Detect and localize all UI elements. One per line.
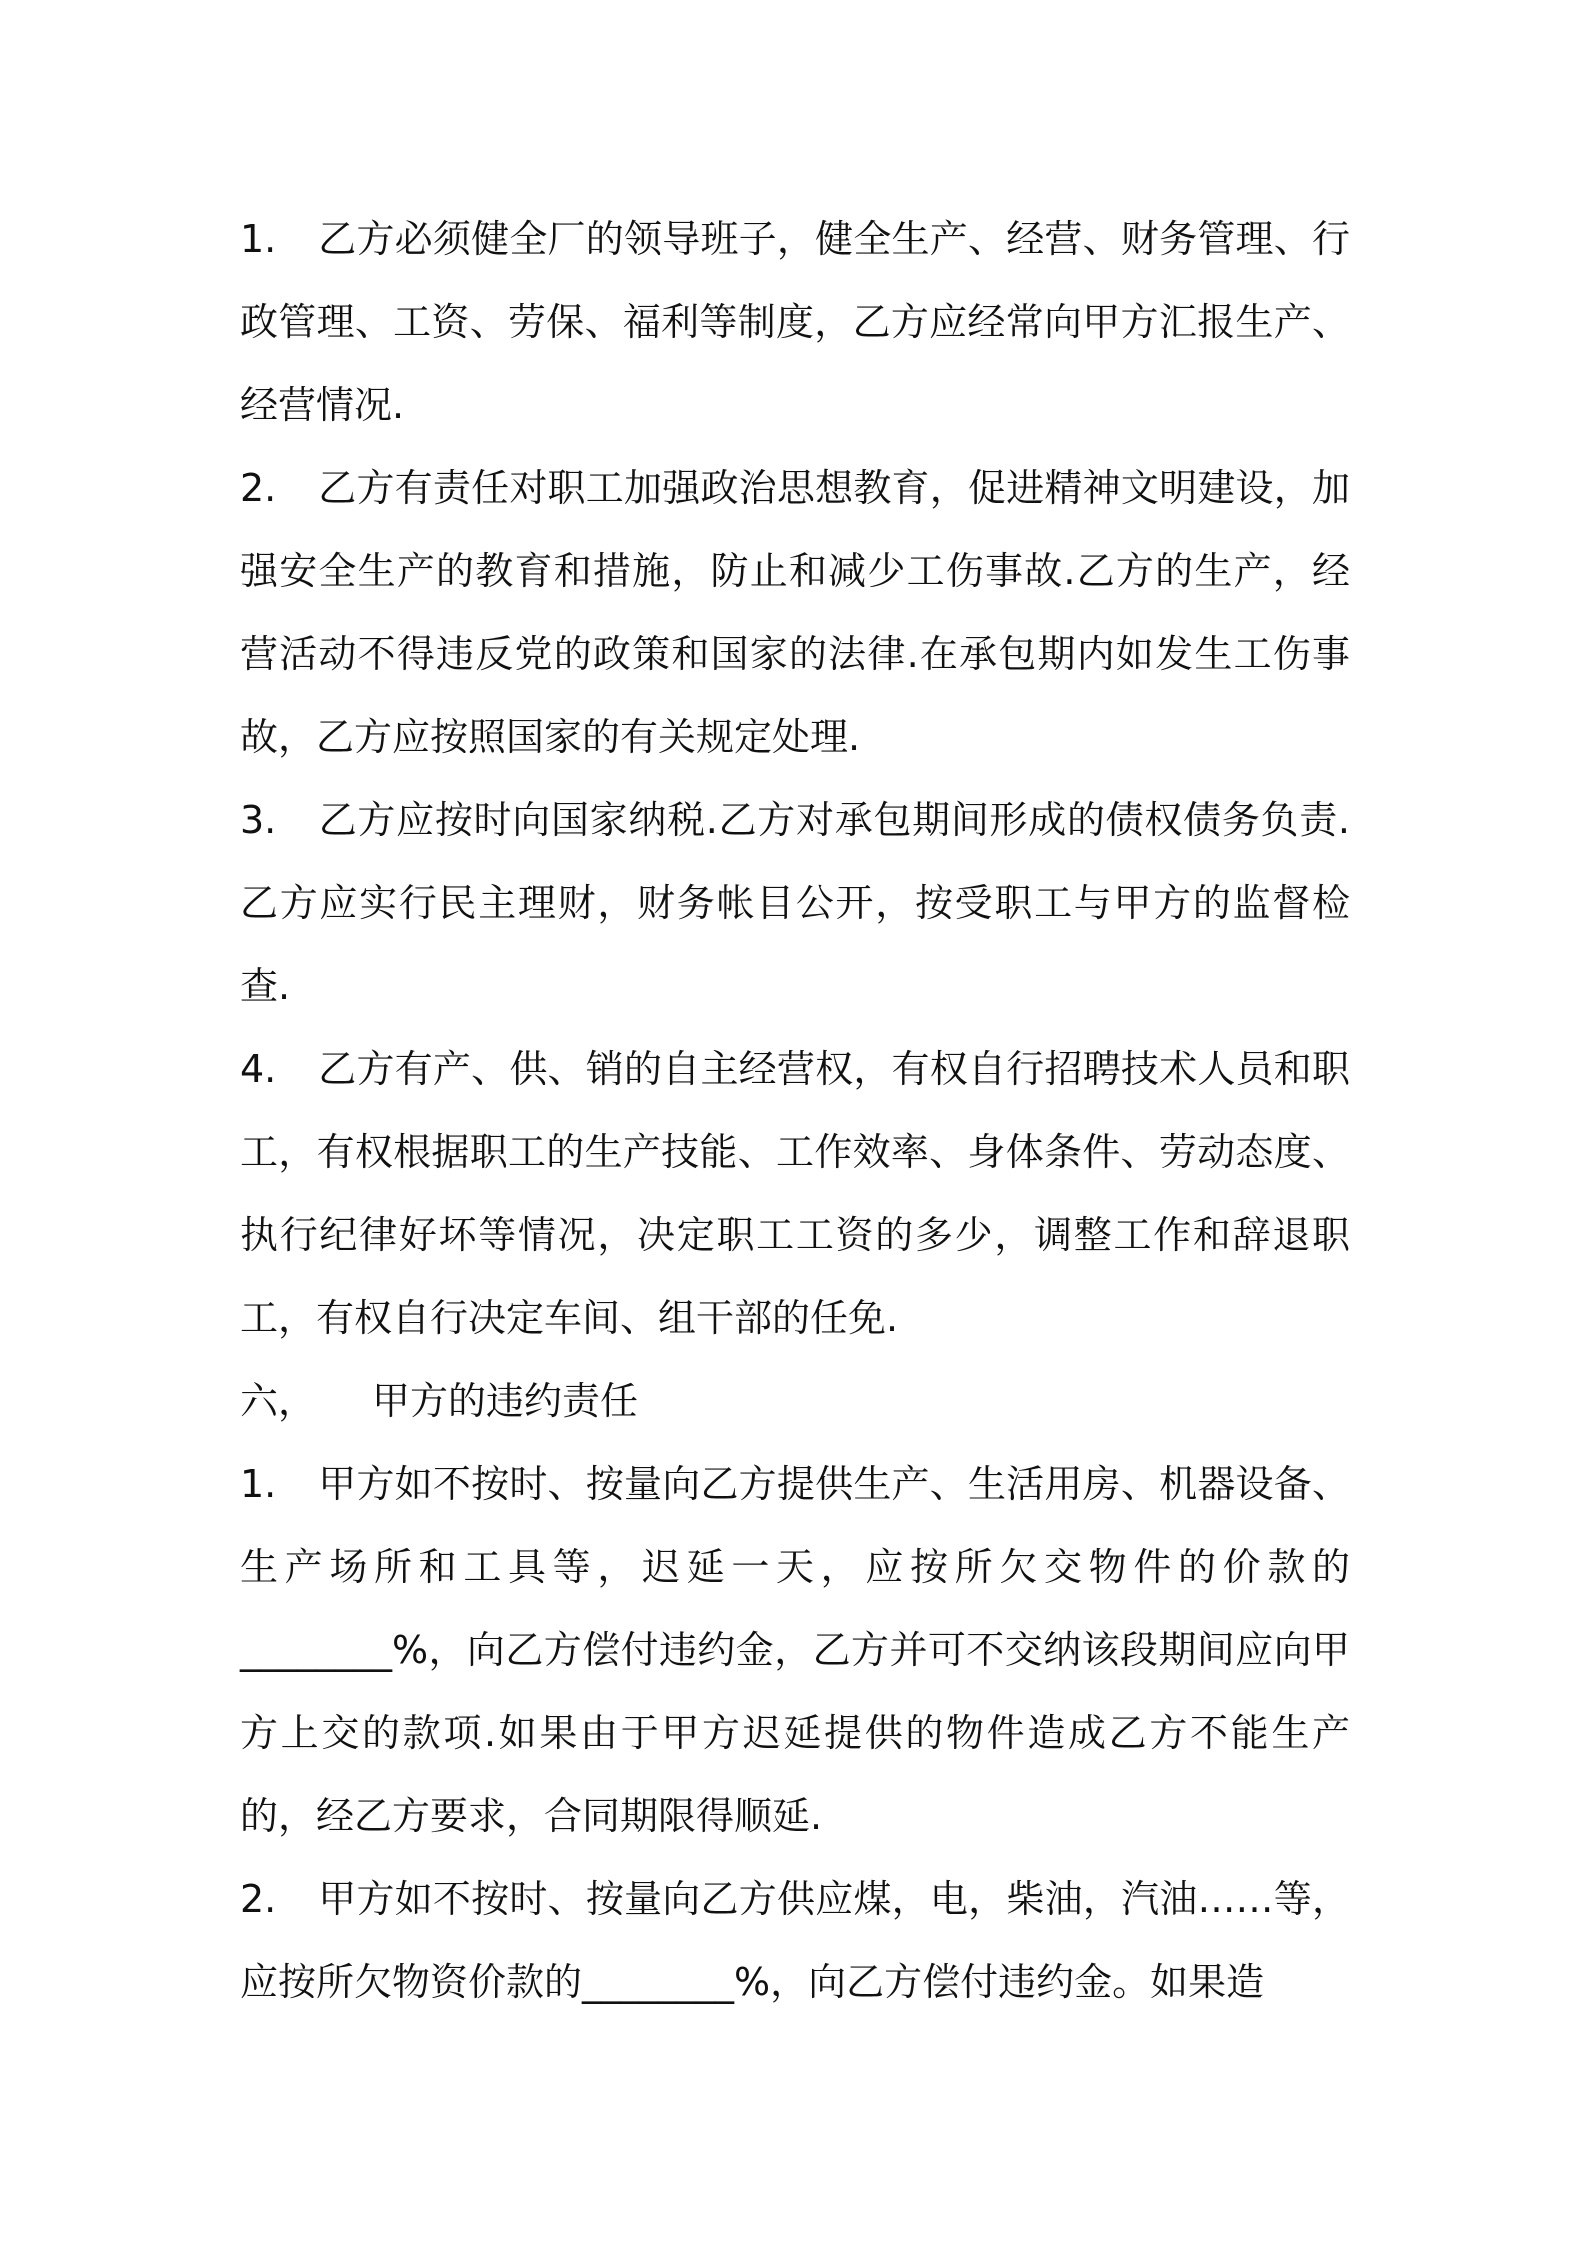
clause-number: 3. (240, 798, 277, 842)
clause-number: 4. (240, 1047, 277, 1091)
clause-number: 1. (240, 217, 277, 261)
clause-4 (240, 1028, 1350, 1360)
clause-number: 2. (240, 1877, 277, 1921)
section-heading (240, 1360, 1350, 1443)
clause-text: 乙方必须健全厂的领导班子，健全生产、经营、财务管理、行政管理、工资、劳保、福利等制度，乙方应经常向甲方汇报生产、经营情况. (240, 217, 1350, 427)
document-body (240, 198, 1350, 2024)
clause-text: 甲方如不按时、按量向乙方供应煤，电，柴油，汽油……等，应按所欠物资价款的________%，向乙方偿付违约金。如果造 (240, 1877, 1350, 2004)
clause-number: 2. (240, 466, 277, 510)
clause-text: 甲方如不按时、按量向乙方提供生产、生活用房、机器设备、生产场所和工具等，迟延一天，应按所欠交物件的价款的________%，向乙方偿付违约金，乙方并可不交纳该段期间应向甲方上交的款项.如果由于甲方迟延提供的物件造成乙方不能生产的，经乙方要求，合同期限得顺延. (240, 1462, 1350, 1838)
breach-clause-2 (240, 1858, 1350, 2024)
clause-number: 1. (240, 1462, 277, 1506)
clause-text: 乙方有产、供、销的自主经营权，有权自行招聘技术人员和职工，有权根据职工的生产技能、工作效率、身体条件、劳动态度、执行纪律好坏等情况，决定职工工资的多少，调整工作和辞退职工，有权自行决定车间、组干部的任免. (240, 1047, 1350, 1340)
clause-text: 乙方应按时向国家纳税.乙方对承包期间形成的债权债务负责.乙方应实行民主理财，财务帐目公开，按受职工与甲方的监督检查. (240, 798, 1350, 1008)
clause-3 (240, 779, 1350, 1028)
section-number: 六， (240, 1379, 317, 1423)
clause-1 (240, 198, 1350, 447)
clause-text: 乙方有责任对职工加强政治思想教育，促进精神文明建设，加强安全生产的教育和措施，防止和减少工伤事故.乙方的生产，经营活动不得违反党的政策和国家的法律.在承包期内如发生工伤事故，乙方应按照国家的有关规定处理. (240, 466, 1350, 759)
clause-2 (240, 447, 1350, 779)
section-title: 甲方的违约责任 (372, 1379, 639, 1423)
breach-clause-1 (240, 1443, 1350, 1858)
